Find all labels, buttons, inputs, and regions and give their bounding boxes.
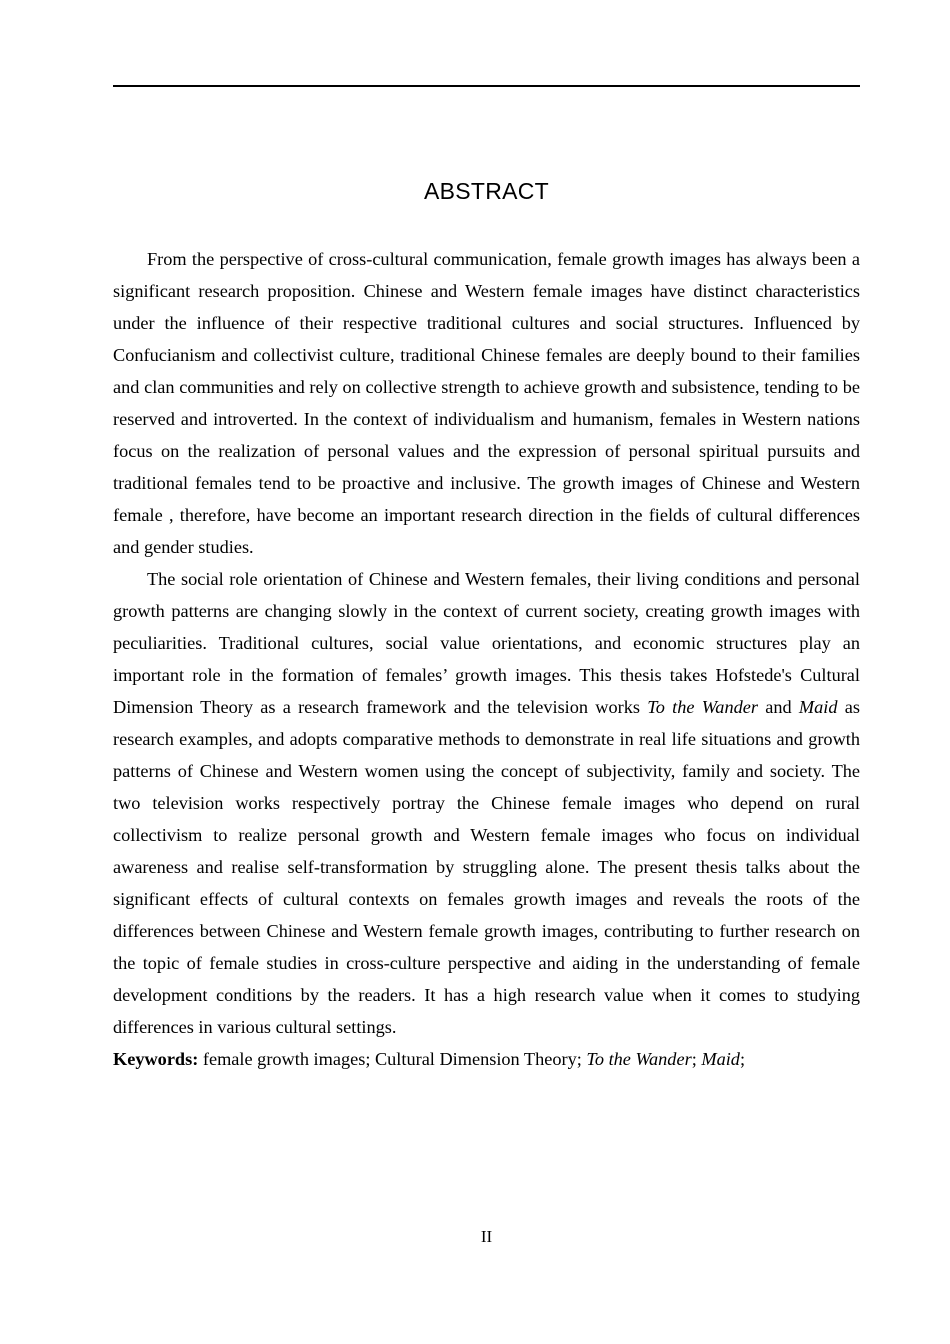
abstract-paragraph-2: [113, 563, 860, 1043]
abstract-paragraph-1: From the perspective of cross-cultural communication, female growth images has always been a significant research proposition. Chinese and Western female images have distinct characteristics under the influence of their respective traditional cultures and social structures. Influenced by Confucianism and collectivist culture, traditional Chinese females are deeply bound to their families and clan communities and rely on collective strength to achieve growth and subsistence, tending to be reserved and introverted. In the context of individualism and humanism, females in Western nations focus on the realization of personal values and the expression of personal spiritual pursuits and traditional females tend to be proactive and inclusive. The growth images of Chinese and Western female , therefore, have become an important research direction in the fields of cultural differences and gender studies.: [113, 249, 860, 557]
keyword-to-the-wander: To the Wander: [586, 1049, 692, 1069]
keywords-text: female growth images; Cultural Dimension Theory;: [198, 1049, 587, 1069]
work-title-maid: Maid: [798, 697, 838, 717]
paragraph-2-and: and: [757, 697, 799, 717]
header-rule: [113, 85, 860, 87]
keywords-separator: ;: [691, 1049, 702, 1069]
keywords-end: ;: [739, 1049, 746, 1069]
keywords-label: Keywords:: [113, 1049, 199, 1069]
abstract-body: [113, 243, 860, 1075]
paragraph-2-text-a: The social role orientation of Chinese and Western females, their living conditions and personal growth patterns are changing slowly in the context of current society, creating growth images with peculiarities. Traditional cultures, social value orientations, and economic structures play an important role in the formation of females’ growth images. This thesis takes Hofstede's Cultural Dimension Theory as a research framework and the television works: [113, 569, 860, 717]
page-number: II: [480, 1227, 493, 1246]
keyword-maid: Maid: [701, 1049, 740, 1069]
paragraph-2-text-b: as research examples, and adopts comparative methods to demonstrate in real life situations and growth patterns of Chinese and Western women using the concept of subjectivity, family and society. The two television works respectively portray the Chinese female images who depend on rural collectivism to realize personal growth and Western female images who focus on individual awareness and realise self-transformation by struggling alone. The present thesis talks about the significant effects of cultural contexts on females growth images and reveals the roots of the differences between Chinese and Western female growth images, contributing to further research on the topic of female studies in cross-culture perspective and aiding in the understanding of female development conditions by the readers. It has a high research value when it comes to studying differences in various cultural settings.: [113, 697, 860, 1037]
work-title-to-the-wander: To the Wander: [647, 697, 758, 717]
keywords-line: [113, 1043, 860, 1075]
abstract-title: ABSTRACT: [423, 178, 550, 204]
